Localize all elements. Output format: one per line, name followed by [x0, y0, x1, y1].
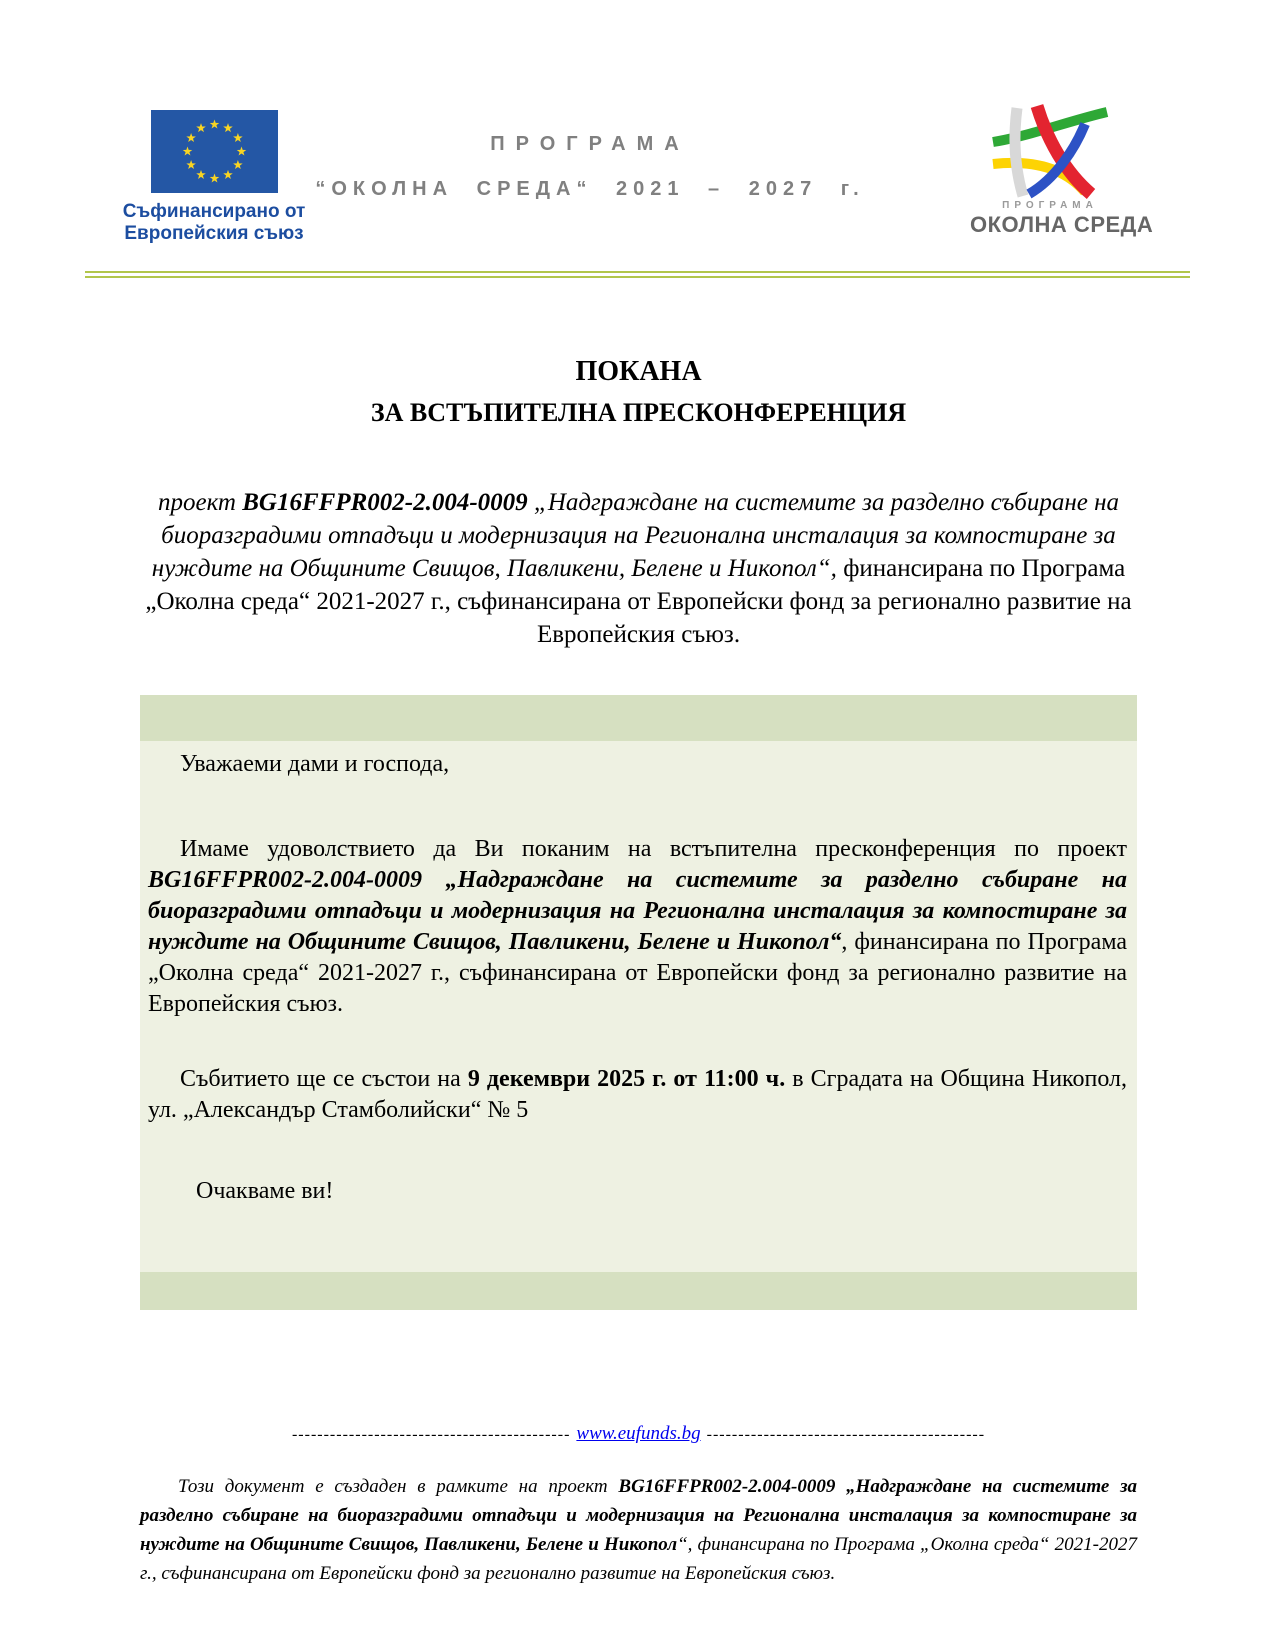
- invitation-box: [140, 695, 1137, 1310]
- event-prefix: Събитието ще се състои на: [180, 1066, 468, 1092]
- header-separator-rule: [85, 271, 1190, 278]
- eu-cofunded-logo: [118, 110, 310, 245]
- eu-logo-caption: [118, 201, 310, 245]
- salutation: Уважаеми дами и господа,: [180, 751, 450, 777]
- closing-line: Очакваме ви!: [196, 1178, 334, 1204]
- eufunds-link[interactable]: www.eufunds.bg: [576, 1423, 701, 1444]
- invitation-paragraph: [148, 834, 1127, 1020]
- box-top-band: [140, 695, 1137, 741]
- program-subtitle: “ОКОЛНА СРЕДА“ 2021 – 2027 г.: [315, 178, 865, 200]
- footer-dashes-left: --------------------------------------------: [291, 1426, 571, 1443]
- document-body: [140, 356, 1137, 651]
- project-title-italic: „Надграждане на системите за разделно събиране на биоразградими отпадъци и модернизация на Регионална инсталация за компостиране за нуждите на Общините Свищов, Павликени, Белене и Никопол“,: [151, 489, 1120, 582]
- intro-rest: финансирана по Програма „Околна среда“ 2021-2027 г., съфинансирана от Европейски фонд за регионално развитие на Европейския съюз.: [145, 555, 1132, 648]
- eu-caption-line2: Европейския съюз: [124, 223, 304, 244]
- invite-prefix: Имаме удоволствието да Ви поканим на встъпителна пресконференция по проект: [180, 836, 1127, 862]
- invite-rest: , финансирана по Програма „Околна среда“ 2021-2027 г., съфинансирана от Европейски фонд за регионално развитие на Европейския съюз.: [148, 929, 1127, 1017]
- disclaimer-paragraph: [140, 1472, 1137, 1588]
- disclaimer-rest: “, финансирана по Програма „Околна среда“ 2021-2027 г., съфинансирана от Европейски фонд за регионално развитие на Европейския съюз.: [140, 1534, 1137, 1584]
- intro-prefix: проект: [157, 489, 243, 516]
- project-code: BG16FFPR002-2.004-0009: [242, 489, 528, 516]
- os-logo-large-label: ОКОЛНА СРЕДА: [970, 212, 1154, 237]
- program-header: [290, 133, 890, 201]
- intro-paragraph: [140, 486, 1137, 651]
- program-title: ПРОГРАМА: [490, 133, 690, 155]
- footer-link-row: [140, 1424, 1137, 1445]
- ribbons-logo-icon: [985, 104, 1115, 199]
- event-paragraph: [148, 1064, 1127, 1126]
- box-bottom-band: [140, 1272, 1137, 1310]
- disclaimer-project-bold: BG16FFPR002-2.004-0009 „Надграждане на системите за разделно събиране на биоразградими отпадъци и модернизация на Регионална инсталация за компостиране за нуждите на Общините Свищов, Павликени, Белене и Никопол: [140, 1476, 1137, 1555]
- eu-caption-line1: Съфинансирано от: [122, 201, 306, 222]
- page-subtitle: ЗА ВСТЪПИТЕЛНА ПРЕСКОНФЕРЕНЦИЯ: [370, 398, 907, 427]
- invite-project-bold: BG16FFPR002-2.004-0009 „Надграждане на системите за разделно събиране на биоразградими отпадъци и модернизация на Регионална инсталация за компостиране за нуждите на Общините Свищов, Павликени, Белене и Никопол“: [148, 867, 1127, 955]
- event-datetime: 9 декември 2025 г. от 11:00 ч.: [467, 1066, 786, 1092]
- environment-program-logo: [970, 104, 1154, 238]
- eu-flag-icon: [151, 110, 278, 193]
- box-body: [140, 741, 1137, 1272]
- footer-dashes-right: --------------------------------------------: [706, 1426, 986, 1443]
- os-logo-small-label: ПРОГРАМА: [1002, 200, 1098, 211]
- page-title: ПОКАНА: [575, 356, 702, 387]
- event-location: в Сградата на Община Никопол, ул. „Александър Стамболийски“ № 5: [148, 1066, 1127, 1123]
- disclaimer-prefix: Този документ е създаден в рамките на проект: [178, 1476, 619, 1497]
